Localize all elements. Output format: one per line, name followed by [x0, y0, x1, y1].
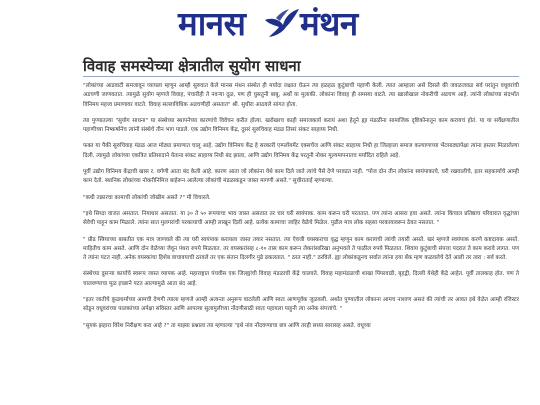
article-paragraph: "सुयकं झहारा विरेश निरीक्षण करा आहे ?" ता माझ्या प्रश्नाला त्या म्हणाल्या "इथे नांव नोंदवण्याचा छत्र आणि तरही सध्या सारासह असते. वधूच्या — [83, 322, 371, 329]
article-paragraph: संस्थेच्या दुसऱ्या कार्याचे स्वरूप जास्त व्यापक आहे. महाराष्ट्रात पंचवीस एक जिल्ह्यांची विवाह मंडळाची केंद्रे चालवते. विवाह महामंडळाची शाखा पिंपरवाडी, बृहद्वी, दिल्ली येथेही केंद्रे आहेत. पूर्वी तालकाह होत. पण ते चालवण्याचा मूळ इच्छाने पटत आल्यामुळे आता बंद आहे. — [83, 271, 519, 287]
masthead — [0, 0, 540, 48]
article-paragraph: "लोकांच्या आडवाटी समजावून घ्यायला म्हणून आम्ही सुरुवात केले मानस मंथन संस्थेत ही मर्यादा लक्षात घेऊन त्या हळहळ कुटुंबाची पहाणी केली. त्यात आम्हाला असे दिसले की जवळजवळ सर्व परांतुन वधूवरांची अडचणी जाणवतात. त्यामुळे सुयोग म्हणजे विवाह, पंचारीही ते नवऱ्या दूळ, पण ही घुसतुनी बाबू, अर्थो या मुलाकी. लोकांना विवाह ही समस्या वाटते. त्या खालोखाल नोकरीची अडचण आहे. त्यांनी लोकांच्या संदर्भात विनिमय महत्त्व प्रमाणावर वाटते. विवाह सल्लाविधिक अडचणीही असतात" श्री. सुधीरा आठवले सांगत होता. — [83, 83, 519, 108]
article-paragraph: " प्रौढ स्त्रियाच्या बाबतीत एक मात्र जाणवले की त्या घरी स्वयंपाक करायला जास्त तयार नसतात. त्या ऐवजी वयस्कराचा वृद्ध म्हणून काम करायची त्यांची तयारी असते. खरं म्हणजे स्वयंपाक करणे कष्टदायक असते. माहितीच काम असते. आणि दोन वेळेच्या जेवून पंधरा रुपये मिळतात. तर वयस्करांसह ८-१० तास काम करून लेकरांसारिखा अनुभवले ते पाळील रुपये मिळतात. शिवाय कुटुंबाची संपत्ता पदरात ते काम करावे लागत. पण ते त्यांना पटत नाही. अनेक वयस्कांचा हिशेब वाचावयाची ठरवले तर एक संतान दिलगीर पुढे ढकलतात. " ठरत नाही." ठरविले. ह्या लोकांकडूनच सर्वात त्यांना हया बँक म्हण कळवलेचे देते आली तर त्वरा : सर्व करते. — [83, 236, 519, 262]
article-title: विवाह समस्येच्या क्षेत्रातील सुयोग साधना — [83, 57, 301, 75]
article-paragraph: पूर्वी उद्योग विनिमय केंद्राची खास र. वर्गणी आता बंद केली आहे. कारण आता जो लोकांना येथे काम दिले जाते त्यांचे पैसे देणे परवडत नाही. "पोज दोन तीन लोकांना स्वयंपाकाचे, घरी रखवालीचे, इतर सहकार्याचे आम्ही काम देतो. स्थानिक लोकांच्या नोकरीनिमित्त बाहेरून आलेल्या लोकांची मंडळाकडून जास्त मागणी असते." सुधीराताई म्हणाल्या. — [83, 169, 519, 185]
dove-icon — [262, 4, 302, 44]
title-divider — [83, 76, 519, 77]
masthead-logo-right[interactable]: मंथन — [300, 4, 358, 43]
article-paragraph: त्या पुण्यातल्या "सुयोग साधना" या संस्थेच्या स्थापनेच्या कारणांचे विवेचन करीत होत्या. खरोखरच काही समाजकार्य करायं अशा हेतूने ह्या मंडळींना सामाजिक दृष्टिकोनातून काम करायचं होतं. या या सर्वेक्षणातील पहाणीच्या निष्कर्षानेच त्यांनी संस्थेचे तीन भाग पाडले. एक उद्योग विनिमय केंद्र, दुसरं सुरुचिवाह मंडळ तिसरं संकट साहाय्य निधी. — [83, 117, 519, 134]
article-paragraph: "इतर जातीचे कुळधर्माच्या आमची देणगी त्याला म्हणजे आम्ही अत्यन्ता अनुरूप वाटलेली आणि स्वतः आणपूर्वक जुळवली. अर्थात पुण्यातील लोकाना आमच नाशाण असतं की त्यांची तर आवत इथे वेळेत आम्ही रजिस्टर सोडून वधूवरांच्या पालकांच्या अपेक्षा सविस्तर आणि आपल्या सुलामुलीच्या नोंदणीसाठी स्वतः पहायला पाहुनी त्या अनेक संपत्तांचे. " — [83, 297, 519, 313]
article-body — [83, 82, 519, 405]
article-paragraph: फक्त या पैकी सुरुचिवाह मंडळ आज मोठ्या प्रमाणात चालू आहे. उद्योग विनिमय केंद्र हे सरकारी एम्प्लॉयमेंट एक्सचेंज आणि संकट साहाय्य निधी हा जिल्हाला समाज कल्याणाच्या भेंटसाठ्यापेक्षा त्यांना हस्तार मिळालेल्या दिली. त्यामुळे लोकांच्या एकत्रित प्रतिसादाने येताना संकट साहाय्य निधी बंद झाला, आणि उद्योग विनिमय केंद्र परतूनी नोकर मूल्यमापनातच मर्यादित राहिले आहे. — [83, 143, 519, 159]
masthead-logo-left[interactable]: मानस — [178, 4, 246, 43]
article-paragraph: "कधी तक्रारचा कामाची लोकांची जोखीम असते ?" मी विचारले. — [83, 194, 211, 201]
article-paragraph: "इथे सिध्दा वाजत असतात. नियाधार असतात. या ३० ते ५० रूपयाचा भाव जास्त असतात तर चार घरी स्वयंपाक. काम करून घरी परततात. पण त्यांना आसरा हवा असते. त्यांना किंचाल प्रतिष्ठाच परिवारात वृद्धांच्या सेवेची पाहून काम मिळाले. त्यांना सात मुलगरांची परकायाची आम्ही लाखून दिली आहे. प्रत्येक कामाचा जाहिर वेळेचे मिळेल. पुढील मात्र लोक सहसा परकायावरून ठेवत नसतात. " — [83, 210, 519, 227]
